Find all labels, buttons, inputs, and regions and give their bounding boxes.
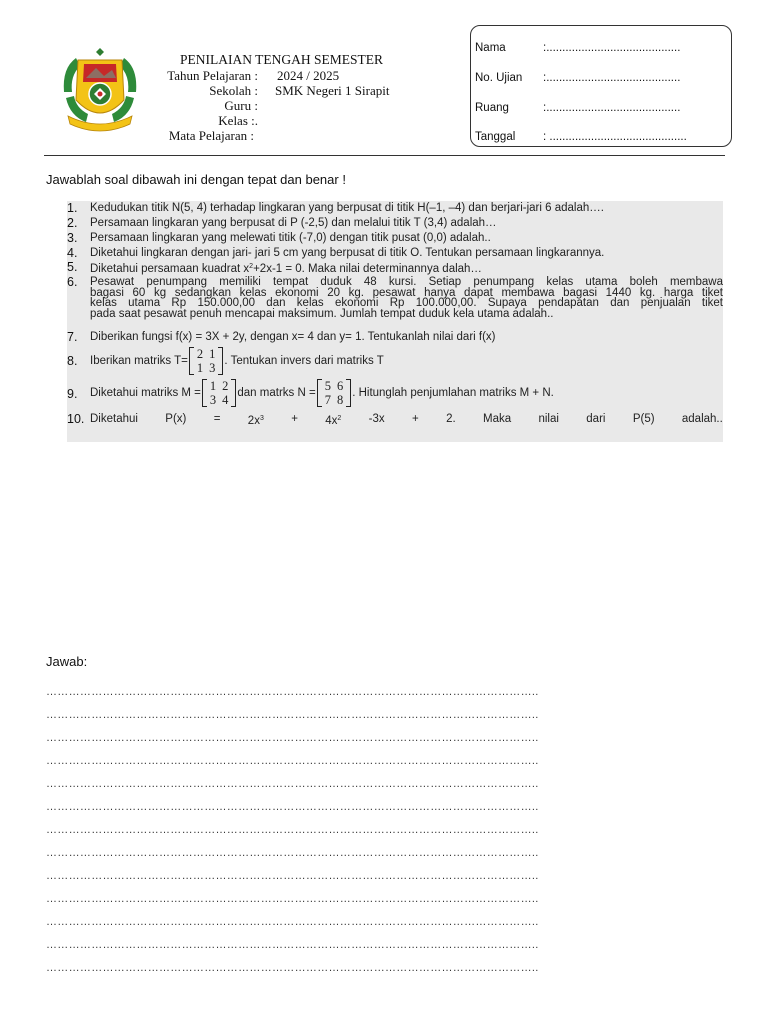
school-value: SMK Negeri 1 Sirapit <box>275 83 390 98</box>
question-number: 5. <box>67 260 78 274</box>
matrix-m <box>202 379 237 407</box>
answer-line-2[interactable]: ………………………………………………………………………………………………………………….. <box>46 709 539 721</box>
answer-line-1[interactable]: ………………………………………………………………………………………………………………….. <box>46 686 539 698</box>
question-number: 3. <box>67 231 78 245</box>
question-number: 2. <box>67 216 78 230</box>
question-text-part: -3x <box>368 413 385 425</box>
question-text-part: Diketahui <box>90 413 138 425</box>
matrix-cell: 7 <box>324 393 331 407</box>
answer-line-3[interactable]: ………………………………………………………………………………………………………………….. <box>46 732 539 744</box>
question-line: Pesawat penumpang memiliki tempat duduk 48 kursi. Setiap penumpang kelas utama boleh membawa <box>90 276 723 288</box>
instruction-text: Jawablah soal dibawah ini dengan tepat dan benar ! <box>46 172 346 187</box>
question-text-part: . Tentukan invers dari matriks T <box>224 355 384 368</box>
matrix-cell: 6 <box>336 379 344 393</box>
room-label: Ruang <box>475 102 509 114</box>
matrix-cell: 1 <box>209 347 216 361</box>
matrix-t <box>189 347 224 375</box>
name-blank[interactable]: :.......................................... <box>543 42 681 54</box>
question-text-part: +2x-1 = 0. Maka nilai determinannya dalah… <box>253 263 482 275</box>
school-emblem-logo <box>56 48 144 132</box>
question-text: Persamaan lingkaran yang melewati titik (-7,0) dengan titik pusat (0,0) adalah.. <box>90 232 491 244</box>
question-number: 10. <box>67 412 85 426</box>
exponent: 2 <box>249 263 254 270</box>
question-item-9 <box>67 379 723 409</box>
question-text-part: = <box>213 413 221 425</box>
question-number: 6. <box>67 275 78 289</box>
question-number: 8. <box>67 354 78 368</box>
question-list <box>67 201 723 442</box>
answer-line-13[interactable]: ………………………………………………………………………………………………………………….. <box>46 962 539 974</box>
question-text <box>90 414 723 427</box>
answer-line-8[interactable]: ………………………………………………………………………………………………………………….. <box>46 847 539 859</box>
answer-line-4[interactable]: ………………………………………………………………………………………………………………….. <box>46 755 539 767</box>
academic-year-value: 2024 / 2025 <box>277 68 340 83</box>
question-text-part: 2x <box>247 415 260 427</box>
matrix-cell: 2 <box>222 379 229 393</box>
answer-line-11[interactable]: ………………………………………………………………………………………………………………….. <box>46 916 539 928</box>
matrix-cell: 1 <box>209 379 217 393</box>
question-text: Diketahui lingkaran dengan jari- jari 5 cm yang berpusat di titik O. Tentukan persamaan lingkarannya. <box>90 247 605 259</box>
matrix-cell: 2 <box>196 347 204 361</box>
question-line: kelas utama Rp 150.000,00 dan kelas ekonomi Rp 100.000,00. Supaya pendapatan dan penjualan tiket <box>90 297 723 309</box>
subject-label: Mata Pelajaran : <box>168 128 254 143</box>
question-text-part: Diketahui persamaan kuadrat x <box>90 263 250 275</box>
question-text-part: P(5) <box>632 413 655 425</box>
header-divider-line <box>44 155 725 156</box>
question-text-part: + <box>291 413 298 425</box>
teacher-label: Guru : <box>224 98 258 113</box>
question-number: 4. <box>67 246 78 260</box>
question-text: Persamaan lingkaran yang berpusat di P (-2,5) dan melalui titik T (3,4) adalah… <box>90 217 497 229</box>
question-number: 1. <box>67 201 78 215</box>
question-text-part: Maka <box>483 413 512 425</box>
room-blank[interactable]: :.......................................... <box>543 102 681 114</box>
matrix-cell: 3 <box>209 393 217 407</box>
answer-label: Jawab: <box>46 654 88 669</box>
question-text-part: P(x) <box>165 413 187 425</box>
exponent: 2 <box>337 415 342 422</box>
question-text-term <box>325 414 341 427</box>
question-text-part: + <box>412 413 419 425</box>
question-number: 9. <box>67 387 78 401</box>
question-item-8 <box>67 347 723 377</box>
class-label: Kelas :. <box>218 113 258 128</box>
question-number: 7. <box>67 330 78 344</box>
answer-line-12[interactable]: ………………………………………………………………………………………………………………….. <box>46 939 539 951</box>
answer-line-6[interactable]: ………………………………………………………………………………………………………………….. <box>46 801 539 813</box>
question-text-part: Iberikan matriks T= <box>90 355 188 368</box>
exam-number-blank[interactable]: :.......................................... <box>543 72 681 84</box>
question-text-term <box>248 414 264 427</box>
student-identity-box <box>470 25 732 147</box>
question-text-part: Diketahui matriks M = <box>90 387 201 400</box>
academic-year-label: Tahun Pelajaran : <box>167 68 258 83</box>
answer-line-7[interactable]: ………………………………………………………………………………………………………………….. <box>46 824 539 836</box>
matrix-cell: 5 <box>324 379 331 393</box>
matrix-cell: 8 <box>336 393 344 407</box>
question-text-part: dari <box>586 413 606 425</box>
name-label: Nama <box>475 42 506 54</box>
question-text <box>90 277 723 319</box>
date-label: Tanggal <box>475 131 516 143</box>
answer-line-9[interactable]: ………………………………………………………………………………………………………………….. <box>46 870 539 882</box>
question-text-part: . Hitunglah penjumlahan matriks M + N. <box>352 387 554 400</box>
question-text-part: 4x <box>325 415 338 427</box>
date-blank[interactable]: : ........................................... <box>543 131 687 143</box>
question-line: pada saat pesawat penuh mencapai maksimum. Jumlah tempat duduk kela utama adalah.. <box>90 307 554 320</box>
matrix-n <box>317 379 352 407</box>
question-text <box>90 379 723 407</box>
answer-line-5[interactable]: ………………………………………………………………………………………………………………….. <box>46 778 539 790</box>
question-text-part: dan matrks N = <box>237 387 316 400</box>
question-text: Kedudukan titik N(5, 4) terhadap lingkaran yang berpusat di titik H(–1, –4) dan berjari-jari 6 adalah…. <box>90 202 604 214</box>
school-label: Sekolah : <box>209 83 258 98</box>
exam-number-label: No. Ujian <box>475 72 523 84</box>
question-text-part: nilai <box>538 413 559 425</box>
question-text: Diberikan fungsi f(x) = 3X + 2y, dengan x= 4 dan y= 1. Tentukanlah nilai dari f(x) <box>90 331 496 343</box>
question-text-part: adalah.. <box>681 413 723 425</box>
exam-title: PENILAIAN TENGAH SEMESTER <box>180 52 383 67</box>
matrix-cell: 3 <box>209 361 216 375</box>
answer-line-10[interactable]: ………………………………………………………………………………………………………………….. <box>46 893 539 905</box>
matrix-cell: 4 <box>222 393 229 407</box>
exponent: 3 <box>259 415 264 422</box>
question-text <box>90 347 723 375</box>
question-text <box>90 262 723 275</box>
question-text-part: 2. <box>446 413 456 425</box>
question-line: bagasi 60 kg sedangkan kelas ekonomi 20 kg. pesawat hanya dapat membawa bagasi 1440 kg. harga tiket <box>90 286 723 299</box>
matrix-cell: 1 <box>196 361 204 375</box>
